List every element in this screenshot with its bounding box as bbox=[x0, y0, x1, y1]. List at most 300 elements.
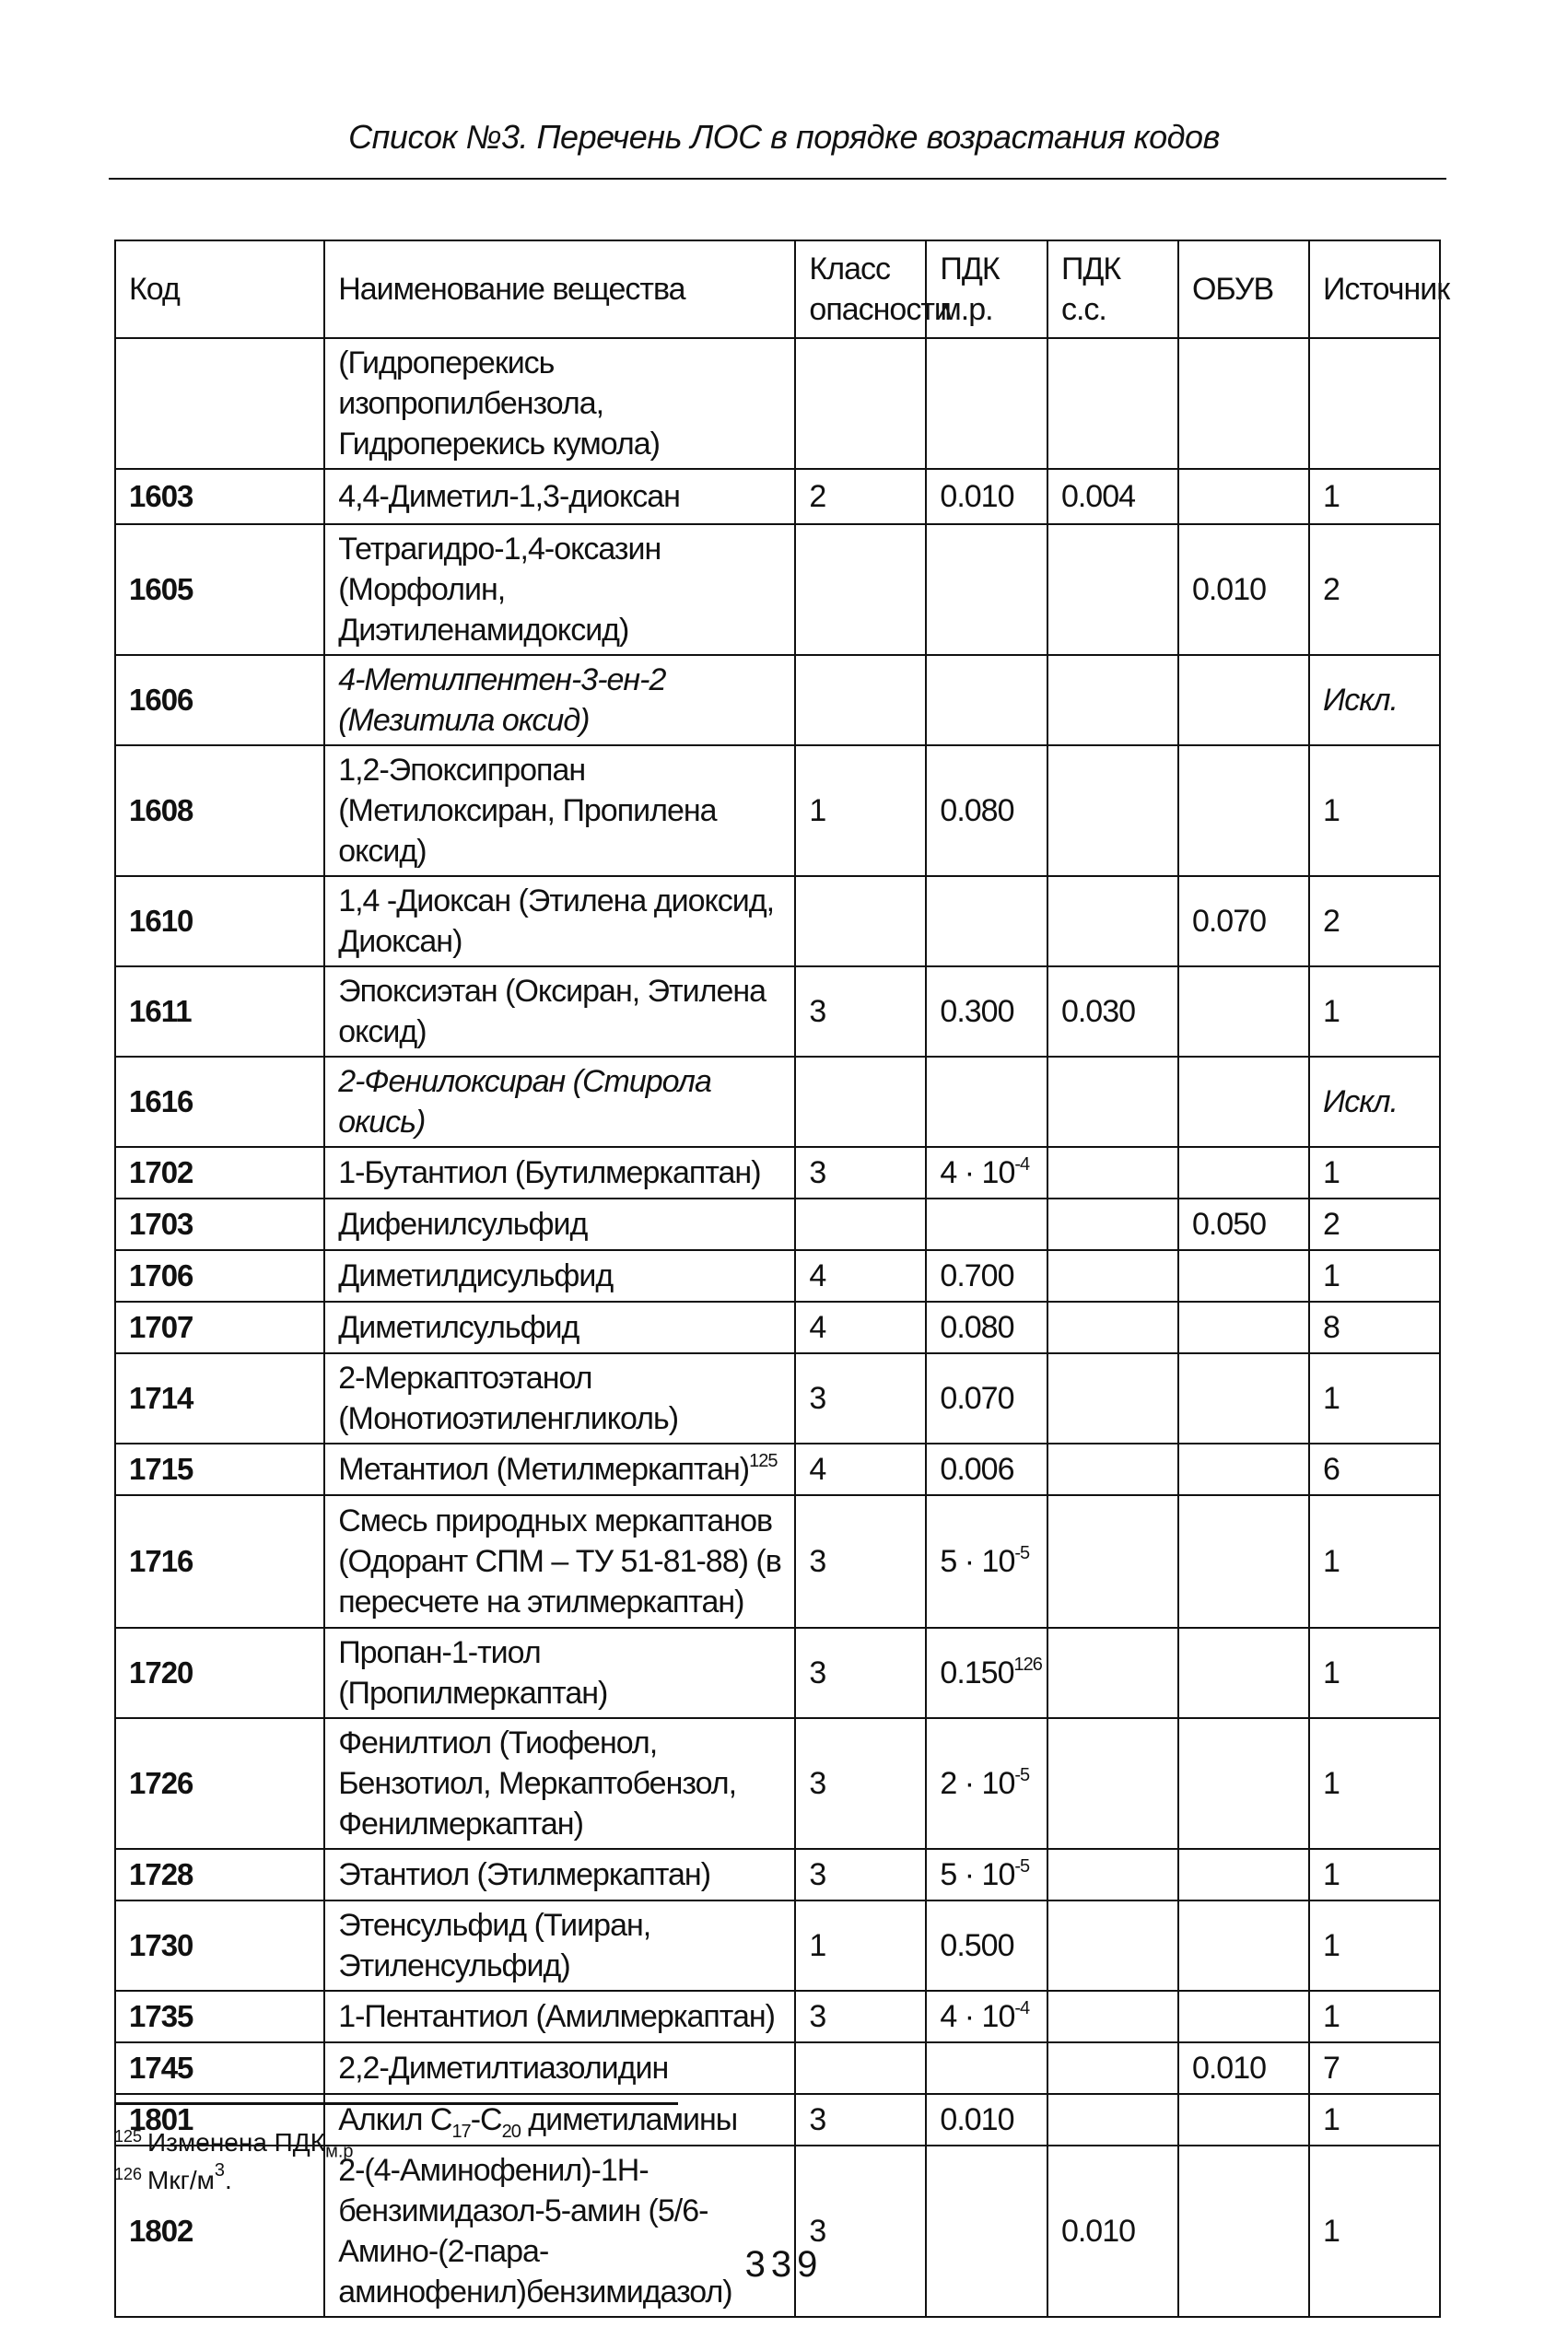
hazard-class-text: 3 bbox=[809, 2214, 826, 2249]
source-text: 2 bbox=[1322, 904, 1340, 939]
code-cell bbox=[115, 1444, 324, 1495]
hazard-class-cell bbox=[795, 1199, 926, 1250]
superscript: -5 bbox=[1014, 1765, 1030, 1785]
name-cell bbox=[324, 876, 795, 966]
table-row bbox=[115, 1353, 1440, 1444]
pdk-mr-cell bbox=[926, 1444, 1047, 1495]
col-header-source: Источник bbox=[1309, 240, 1440, 338]
source-text: 1 bbox=[1322, 1155, 1340, 1190]
code-text: 1610 bbox=[129, 904, 193, 938]
code-cell bbox=[115, 1057, 324, 1147]
table-row bbox=[115, 1495, 1440, 1628]
pdk-ss-cell bbox=[1047, 1628, 1178, 1718]
obuv-cell bbox=[1178, 1718, 1309, 1849]
pdk-mr-text: 0.010 bbox=[940, 2102, 1014, 2137]
obuv-text: 0.070 bbox=[1191, 904, 1267, 939]
superscript: -4 bbox=[1014, 1998, 1030, 2018]
pdk-mr-text: 0.080 bbox=[940, 1310, 1014, 1345]
hazard-class-text: 1 bbox=[809, 793, 826, 828]
source-text: 6 bbox=[1322, 1452, 1340, 1487]
pdk-mr-text: 0.700 bbox=[940, 1258, 1014, 1293]
source-cell bbox=[1309, 1250, 1440, 1302]
pdk-mr-cell bbox=[926, 1495, 1047, 1628]
hazard-class-text: 4 bbox=[809, 1258, 826, 1293]
obuv-cell bbox=[1178, 1849, 1309, 1900]
name-cell bbox=[324, 2146, 795, 2317]
name-cell bbox=[324, 1628, 795, 1718]
pdk-mr-cell bbox=[926, 1849, 1047, 1900]
hazard-class-cell bbox=[795, 1444, 926, 1495]
obuv-cell bbox=[1178, 1353, 1309, 1444]
obuv-cell bbox=[1178, 745, 1309, 876]
name-cell bbox=[324, 2042, 795, 2094]
col-header-pdk-mr: ПДК м.р. bbox=[926, 240, 1047, 338]
pdk-ss-cell bbox=[1047, 655, 1178, 745]
hazard-class-cell bbox=[795, 1718, 926, 1849]
obuv-cell bbox=[1178, 1991, 1309, 2042]
hazard-class-cell bbox=[795, 1495, 926, 1628]
name-cell bbox=[324, 1444, 795, 1495]
name-text: Тетрагидро-1,4-оксазин (Морфолин, Диэтиленамидоксид) bbox=[338, 532, 661, 648]
pdk-mr-cell bbox=[926, 1057, 1047, 1147]
table-row bbox=[115, 469, 1440, 524]
source-text: 1 bbox=[1322, 1655, 1340, 1690]
name-cell bbox=[324, 1057, 795, 1147]
name-cell bbox=[324, 655, 795, 745]
pdk-mr-text: 0.300 bbox=[940, 994, 1014, 1029]
source-text: 1 bbox=[1322, 2214, 1340, 2249]
pdk-ss-cell bbox=[1047, 469, 1178, 524]
hazard-class-cell bbox=[795, 966, 926, 1057]
source-cell bbox=[1309, 2146, 1440, 2317]
name-text: Диметилсульфид bbox=[338, 1310, 579, 1345]
superscript: -5 bbox=[1014, 1543, 1030, 1563]
pdk-ss-cell bbox=[1047, 1147, 1178, 1199]
hazard-class-text: 4 bbox=[809, 1452, 826, 1487]
pdk-mr-cell bbox=[926, 1302, 1047, 1353]
pdk-mr-cell bbox=[926, 1718, 1047, 1849]
obuv-cell bbox=[1178, 2042, 1309, 2094]
source-cell bbox=[1309, 1353, 1440, 1444]
name-cell bbox=[324, 966, 795, 1057]
source-cell bbox=[1309, 1147, 1440, 1199]
source-cell bbox=[1309, 1718, 1440, 1849]
code-cell bbox=[115, 1302, 324, 1353]
source-cell bbox=[1309, 1849, 1440, 1900]
name-text: (Гидроперекись изопропилбензола, Гидроперекись кумола) bbox=[338, 345, 661, 462]
code-cell bbox=[115, 1991, 324, 2042]
hazard-class-text: 3 bbox=[809, 1544, 826, 1579]
source-cell bbox=[1309, 1199, 1440, 1250]
superscript: -4 bbox=[1014, 1154, 1030, 1175]
pdk-ss-text: 0.004 bbox=[1060, 479, 1136, 514]
hazard-class-text: 3 bbox=[809, 2102, 826, 2137]
name-cell bbox=[324, 1199, 795, 1250]
pdk-mr-cell bbox=[926, 1991, 1047, 2042]
pdk-ss-text: 0.030 bbox=[1060, 994, 1136, 1029]
hazard-class-cell bbox=[795, 338, 926, 469]
table-row bbox=[115, 1900, 1440, 1991]
name-cell bbox=[324, 1302, 795, 1353]
source-text: Искл. bbox=[1322, 683, 1398, 718]
col-header-name: Наименование вещества bbox=[324, 240, 795, 338]
pdk-mr-cell bbox=[926, 338, 1047, 469]
source-cell bbox=[1309, 745, 1440, 876]
name-text: 2-(4-Аминофенил)-1Н-бензимидазол-5-амин (5/6-Амино-(2-пара-аминофенил)бензимидазол) bbox=[338, 2153, 732, 2310]
source-text: 1 bbox=[1322, 1381, 1340, 1416]
name-cell bbox=[324, 1147, 795, 1199]
code-cell bbox=[115, 469, 324, 524]
pdk-ss-cell bbox=[1047, 1444, 1178, 1495]
code-cell bbox=[115, 966, 324, 1057]
obuv-cell bbox=[1178, 1444, 1309, 1495]
hazard-class-cell bbox=[795, 1250, 926, 1302]
pdk-mr-cell bbox=[926, 469, 1047, 524]
name-text: Этантиол (Этилмеркаптан) bbox=[338, 1857, 711, 1892]
name-subscript: 17 bbox=[451, 2121, 471, 2142]
code-cell bbox=[115, 338, 324, 469]
source-text: 1 bbox=[1322, 1258, 1340, 1293]
obuv-cell bbox=[1178, 1302, 1309, 1353]
name-text: Фенилтиол (Тиофенол, Бензотиол, Меркаптобензол, Фенилмеркаптан) bbox=[338, 1725, 737, 1842]
code-cell bbox=[115, 1495, 324, 1628]
code-text: 1603 bbox=[129, 479, 193, 513]
obuv-cell bbox=[1178, 2146, 1309, 2317]
pdk-mr-cell bbox=[926, 1353, 1047, 1444]
pdk-ss-cell bbox=[1047, 338, 1178, 469]
name-cell bbox=[324, 1900, 795, 1991]
source-text: 1 bbox=[1322, 793, 1340, 828]
obuv-cell bbox=[1178, 655, 1309, 745]
hazard-class-cell bbox=[795, 524, 926, 655]
hazard-class-text: 1 bbox=[809, 1928, 826, 1963]
pdk-mr-cell bbox=[926, 1250, 1047, 1302]
hazard-class-text: 3 bbox=[809, 994, 826, 1029]
code-text: 1707 bbox=[129, 1310, 193, 1344]
code-text: 1605 bbox=[129, 572, 193, 606]
name-text: Пропан-1-тиол (Пропилмеркаптан) bbox=[338, 1635, 608, 1711]
pdk-mr-text: 5 · 10 bbox=[940, 1857, 1015, 1892]
name-cell bbox=[324, 1250, 795, 1302]
hazard-class-cell bbox=[795, 1302, 926, 1353]
name-text: 2-Меркаптоэтанол (Монотиоэтиленгликоль) bbox=[338, 1361, 679, 1436]
pdk-mr-cell bbox=[926, 1147, 1047, 1199]
pdk-mr-cell bbox=[926, 2146, 1047, 2317]
code-cell bbox=[115, 1718, 324, 1849]
source-cell bbox=[1309, 1302, 1440, 1353]
code-cell bbox=[115, 1250, 324, 1302]
name-text: 1,2-Эпоксипропан (Метилоксиран, Пропилена оксид) bbox=[338, 753, 717, 869]
hazard-class-text: 3 bbox=[809, 1766, 826, 1801]
hazard-class-text: 2 bbox=[809, 479, 826, 514]
table-row bbox=[115, 1199, 1440, 1250]
table-row bbox=[115, 1718, 1440, 1849]
name-text: Диметилдисульфид bbox=[338, 1258, 614, 1293]
name-text: Эпоксиэтан (Оксиран, Этилена оксид) bbox=[338, 974, 766, 1049]
name-text: 4-Метилпентен-3-ен-2 (Мезитила оксид) bbox=[338, 662, 666, 738]
source-text: 2 bbox=[1322, 572, 1340, 607]
pdk-ss-cell bbox=[1047, 1250, 1178, 1302]
footnote-mark: 125 bbox=[114, 2127, 143, 2146]
hazard-class-text: 3 bbox=[809, 1999, 826, 2034]
superscript: 126 bbox=[1013, 1655, 1042, 1675]
col-header-code: Код bbox=[115, 240, 324, 338]
pdk-mr-cell bbox=[926, 966, 1047, 1057]
code-text: 1801 bbox=[129, 2102, 193, 2136]
hazard-class-cell bbox=[795, 2146, 926, 2317]
hazard-class-text: 3 bbox=[809, 1857, 826, 1892]
code-cell bbox=[115, 524, 324, 655]
table-row bbox=[115, 1147, 1440, 1199]
name-text: 1,4 -Диоксан (Этилена диоксид, Диоксан) bbox=[338, 883, 775, 959]
code-cell bbox=[115, 876, 324, 966]
code-cell bbox=[115, 1628, 324, 1718]
footnote-126 bbox=[114, 2158, 354, 2196]
pdk-mr-cell bbox=[926, 876, 1047, 966]
footnote-text: Мкг/м bbox=[147, 2166, 215, 2194]
source-text: 1 bbox=[1322, 1544, 1340, 1579]
table-row bbox=[115, 338, 1440, 469]
code-cell bbox=[115, 1849, 324, 1900]
pdk-ss-cell bbox=[1047, 745, 1178, 876]
code-cell bbox=[115, 1147, 324, 1199]
code-cell bbox=[115, 655, 324, 745]
obuv-cell bbox=[1178, 1495, 1309, 1628]
hazard-class-cell bbox=[795, 469, 926, 524]
obuv-cell bbox=[1178, 524, 1309, 655]
hazard-class-cell bbox=[795, 2042, 926, 2094]
footnote-mark: 126 bbox=[114, 2165, 143, 2183]
source-text: 1 bbox=[1322, 2102, 1340, 2137]
code-text: 1726 bbox=[129, 1766, 193, 1800]
obuv-text: 0.010 bbox=[1191, 572, 1267, 607]
pdk-ss-cell bbox=[1047, 966, 1178, 1057]
name-part: Алкил С bbox=[338, 2102, 452, 2137]
footnote-125 bbox=[114, 2121, 354, 2162]
pdk-mr-cell bbox=[926, 1199, 1047, 1250]
source-cell bbox=[1309, 338, 1440, 469]
source-cell bbox=[1309, 2094, 1440, 2146]
table-row bbox=[115, 524, 1440, 655]
pdk-ss-cell bbox=[1047, 2042, 1178, 2094]
name-text: 4,4-Диметил-1,3-диоксан bbox=[338, 479, 680, 514]
footnote-rule bbox=[114, 2102, 678, 2105]
source-text: 1 bbox=[1322, 994, 1340, 1029]
code-text: 1703 bbox=[129, 1207, 193, 1241]
hazard-class-cell bbox=[795, 1900, 926, 1991]
source-cell bbox=[1309, 1057, 1440, 1147]
pdk-mr-cell bbox=[926, 524, 1047, 655]
pdk-ss-cell bbox=[1047, 1302, 1178, 1353]
code-text: 1735 bbox=[129, 1999, 193, 2033]
pdk-ss-cell bbox=[1047, 1353, 1178, 1444]
pdk-mr-cell bbox=[926, 1628, 1047, 1718]
code-text: 1611 bbox=[129, 994, 192, 1028]
table-row bbox=[115, 1991, 1440, 2042]
pdk-mr-cell bbox=[926, 1900, 1047, 1991]
footnote-subscript: м.р bbox=[325, 2141, 354, 2162]
hazard-class-cell bbox=[795, 1057, 926, 1147]
pdk-mr-text: 0.010 bbox=[940, 479, 1014, 514]
hazard-class-text: 4 bbox=[809, 1310, 826, 1345]
code-cell bbox=[115, 1199, 324, 1250]
name-text: Метантиол (Метилмеркаптан) bbox=[338, 1452, 750, 1487]
pdk-ss-cell bbox=[1047, 1495, 1178, 1628]
superscript: 125 bbox=[749, 1451, 778, 1471]
source-text: 1 bbox=[1322, 1857, 1340, 1892]
pdk-mr-text: 5 · 10 bbox=[940, 1544, 1015, 1579]
code-text: 1702 bbox=[129, 1155, 193, 1189]
running-title: Список №3. Перечень ЛОС в порядке возрастания кодов bbox=[348, 118, 1220, 156]
code-text: 1606 bbox=[129, 683, 193, 717]
hazard-class-cell bbox=[795, 1353, 926, 1444]
source-cell bbox=[1309, 1495, 1440, 1628]
obuv-cell bbox=[1178, 1628, 1309, 1718]
pdk-mr-cell bbox=[926, 2094, 1047, 2146]
hazard-class-cell bbox=[795, 1849, 926, 1900]
pdk-ss-cell bbox=[1047, 1199, 1178, 1250]
pdk-mr-text: 0.500 bbox=[940, 1928, 1014, 1963]
code-cell bbox=[115, 745, 324, 876]
code-cell bbox=[115, 2042, 324, 2094]
pdk-mr-text: 4 · 10 bbox=[940, 1155, 1015, 1190]
code-text: 1745 bbox=[129, 2051, 193, 2085]
source-text: 8 bbox=[1322, 1310, 1340, 1345]
source-cell bbox=[1309, 1444, 1440, 1495]
code-text: 1616 bbox=[129, 1084, 193, 1118]
pdk-mr-text: 0.080 bbox=[940, 793, 1014, 828]
page-number: 339 bbox=[744, 2244, 824, 2285]
hazard-class-cell bbox=[795, 1991, 926, 2042]
obuv-cell bbox=[1178, 966, 1309, 1057]
hazard-class-cell bbox=[795, 1628, 926, 1718]
col-header-hazard-class: Класс опасности bbox=[795, 240, 926, 338]
source-text: 1 bbox=[1322, 479, 1340, 514]
name-text: 1-Бутантиол (Бутилмеркаптан) bbox=[338, 1155, 761, 1190]
source-text: 2 bbox=[1322, 1207, 1340, 1242]
pdk-mr-text: 0.150 bbox=[940, 1655, 1014, 1690]
source-cell bbox=[1309, 966, 1440, 1057]
source-cell bbox=[1309, 655, 1440, 745]
obuv-cell bbox=[1178, 876, 1309, 966]
source-cell bbox=[1309, 1900, 1440, 1991]
source-cell bbox=[1309, 876, 1440, 966]
name-text: Дифенилсульфид bbox=[338, 1207, 588, 1242]
superscript: -5 bbox=[1014, 1856, 1030, 1877]
pdk-ss-cell bbox=[1047, 1849, 1178, 1900]
source-cell bbox=[1309, 524, 1440, 655]
code-text: 1706 bbox=[129, 1258, 193, 1292]
hazard-class-cell bbox=[795, 2094, 926, 2146]
name-cell bbox=[324, 1991, 795, 2042]
name-cell bbox=[324, 338, 795, 469]
obuv-cell bbox=[1178, 1057, 1309, 1147]
hazard-class-cell bbox=[795, 1147, 926, 1199]
code-cell bbox=[115, 1900, 324, 1991]
obuv-cell bbox=[1178, 338, 1309, 469]
source-cell bbox=[1309, 469, 1440, 524]
table-row bbox=[115, 1302, 1440, 1353]
code-text: 1728 bbox=[129, 1857, 193, 1891]
pdk-ss-cell bbox=[1047, 2094, 1178, 2146]
code-text: 1714 bbox=[129, 1381, 193, 1415]
source-text: 1 bbox=[1322, 1928, 1340, 1963]
table-row bbox=[115, 655, 1440, 745]
name-cell bbox=[324, 1849, 795, 1900]
name-text: 2-Фенилоксиран (Стирола окись) bbox=[338, 1064, 711, 1140]
hazard-class-text: 3 bbox=[809, 1155, 826, 1190]
name-text: Смесь природных меркаптанов (Одорант СПМ – ТУ 51-81-88) (в пересчете на этилмеркаптан) bbox=[338, 1503, 781, 1620]
pdk-ss-cell bbox=[1047, 876, 1178, 966]
substances-table bbox=[114, 240, 1450, 2318]
pdk-ss-text: 0.010 bbox=[1060, 2214, 1136, 2249]
footnotes bbox=[114, 2121, 354, 2196]
table-body bbox=[115, 338, 1440, 2317]
hazard-class-text: 3 bbox=[809, 1381, 826, 1416]
code-text: 1720 bbox=[129, 1655, 193, 1690]
table-row bbox=[115, 966, 1440, 1057]
pdk-ss-cell bbox=[1047, 524, 1178, 655]
name-part: диметиламины bbox=[520, 2102, 738, 2137]
pdk-ss-cell bbox=[1047, 1057, 1178, 1147]
col-header-obuv: ОБУВ bbox=[1178, 240, 1309, 338]
code-text: 1608 bbox=[129, 793, 193, 827]
name-cell bbox=[324, 469, 795, 524]
source-cell bbox=[1309, 1991, 1440, 2042]
name-text: Этенсульфид (Тииран, Этиленсульфид) bbox=[338, 1908, 651, 1983]
code-text: 1730 bbox=[129, 1928, 193, 1962]
hazard-class-cell bbox=[795, 655, 926, 745]
code-text: 1715 bbox=[129, 1452, 193, 1486]
hazard-class-cell bbox=[795, 745, 926, 876]
name-cell bbox=[324, 1718, 795, 1849]
obuv-cell bbox=[1178, 469, 1309, 524]
pdk-mr-text: 0.006 bbox=[940, 1452, 1014, 1487]
source-text: 1 bbox=[1322, 1999, 1340, 2034]
footnote-text: Изменена ПДК bbox=[147, 2128, 326, 2157]
table-row bbox=[115, 1250, 1440, 1302]
table-row bbox=[115, 1444, 1440, 1495]
pdk-mr-text: 2 · 10 bbox=[940, 1766, 1015, 1801]
table-row bbox=[115, 745, 1440, 876]
footnote-superscript: 3 bbox=[214, 2160, 225, 2181]
obuv-text: 0.050 bbox=[1191, 1207, 1267, 1242]
table-row bbox=[115, 1628, 1440, 1718]
source-cell bbox=[1309, 1628, 1440, 1718]
table-row bbox=[115, 2042, 1440, 2094]
table-row bbox=[115, 1057, 1440, 1147]
obuv-cell bbox=[1178, 2094, 1309, 2146]
name-cell bbox=[324, 1495, 795, 1628]
table-row bbox=[115, 1849, 1440, 1900]
pdk-mr-cell bbox=[926, 2042, 1047, 2094]
name-part: -С bbox=[470, 2102, 502, 2137]
name-cell bbox=[324, 745, 795, 876]
pdk-mr-text: 4 · 10 bbox=[940, 1999, 1015, 2034]
header-rule bbox=[109, 178, 1446, 180]
obuv-cell bbox=[1178, 1250, 1309, 1302]
footnote-tail: . bbox=[225, 2166, 232, 2194]
pdk-ss-cell bbox=[1047, 1718, 1178, 1849]
hazard-class-text: 3 bbox=[809, 1655, 826, 1690]
name-text: 2,2-Диметилтиазолидин bbox=[338, 2051, 669, 2086]
source-cell bbox=[1309, 2042, 1440, 2094]
source-text: 7 bbox=[1322, 2051, 1340, 2086]
obuv-text: 0.010 bbox=[1191, 2051, 1267, 2086]
pdk-mr-cell bbox=[926, 745, 1047, 876]
pdk-mr-cell bbox=[926, 655, 1047, 745]
name-cell bbox=[324, 1353, 795, 1444]
